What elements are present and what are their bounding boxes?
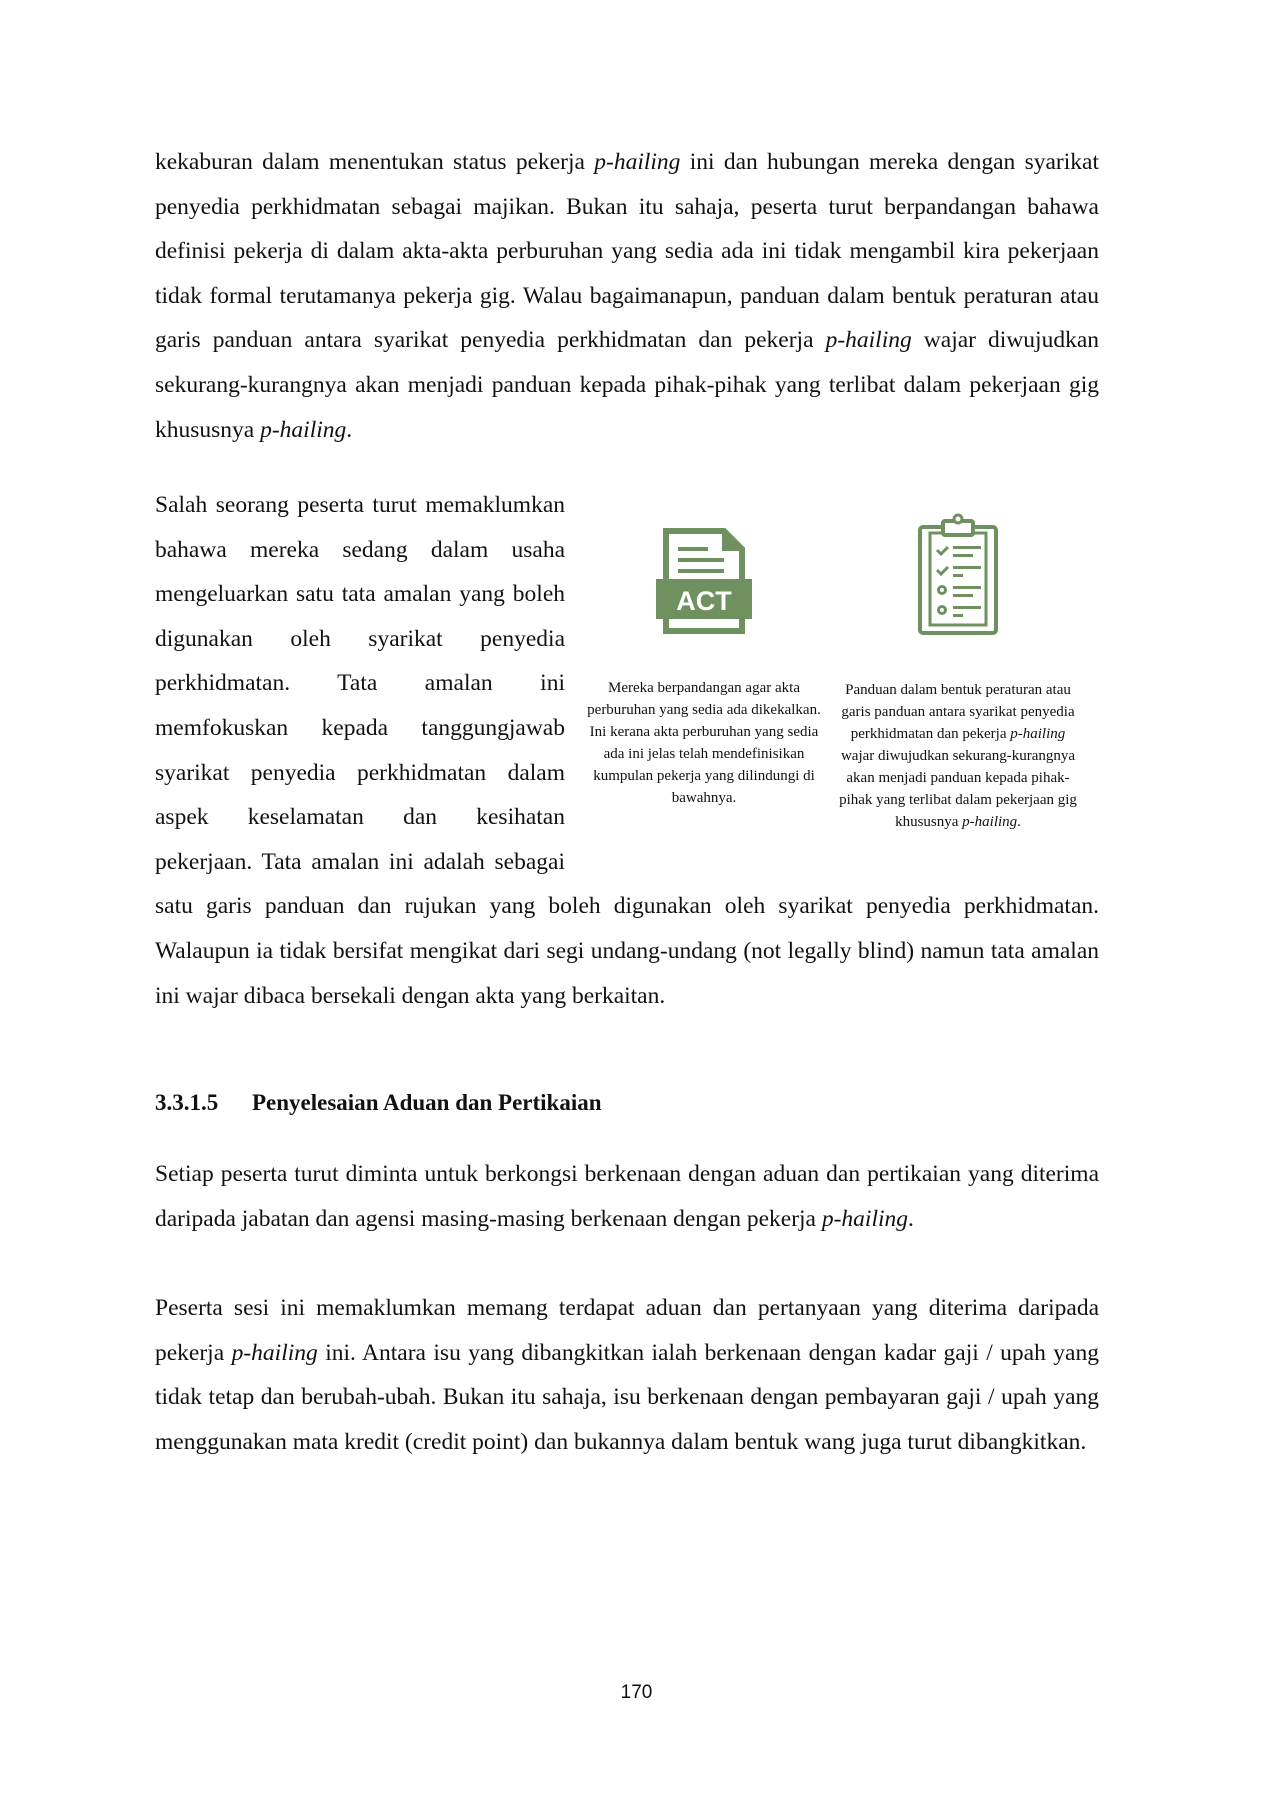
act-document-icon <box>654 527 754 637</box>
text-run: ini dan hubungan mereka dengan syarikat penyedia perkhidmatan sebagai majikan. Bukan itu sahaja, peserta turut berpandangan bahawa definisi pekerja di dalam akta-akta perburuhan yang sedia ada ini tidak mengambil kira pekerjaan tidak formal terutamanya pekerja gig. Walau bagaimanapun, panduan dalam bentuk peraturan atau garis panduan antara syarikat penyedia perkhidmatan dan pekerja <box>155 149 1099 354</box>
caption-right <box>833 679 1083 833</box>
caption-left <box>579 677 829 809</box>
text-run: . <box>1017 814 1021 830</box>
text-run: wajar diwujudkan sekurang-kurangnya akan menjadi panduan kepada pihak-pihak yang terlibat dalam pekerjaan gig khususnya <box>839 748 1077 830</box>
section-heading <box>155 1090 602 1116</box>
svg-text:ACT: ACT <box>676 586 732 616</box>
paragraph-tata-amalan <box>155 483 1099 1018</box>
clipboard-checklist-icon <box>916 513 1000 637</box>
italic-term: p-hailing <box>821 1205 909 1232</box>
italic-term: p-hailing <box>231 1339 318 1366</box>
figure-guideline-column <box>833 513 1083 833</box>
paragraph-aduan-isu <box>155 1286 1099 1464</box>
text-run: Mereka berpandangan agar akta perburuhan yang sedia ada dikekalkan. Ini kerana akta perburuhan yang sedia ada ini jelas telah mendefinisikan kumpulan pekerja yang dilindungi di bawahnya. <box>587 680 821 806</box>
text-run: . <box>346 416 353 443</box>
text-run: ini. Antara isu yang dibangkitkan ialah berkenaan dengan kadar gaji / upah yang tidak tetap dan berubah-ubah. Bukan itu sahaja, isu berkenaan dengan pembayaran gaji / upah yang menggunakan mata kredit (credit point) dan bukannya dalam bentuk wang juga turut dibangkitkan. <box>155 1339 1099 1455</box>
infographic-figure <box>579 483 1099 883</box>
paragraph-status-pekerja <box>155 140 1099 452</box>
text-run: kekaburan dalam menentukan status pekerja <box>155 149 595 175</box>
page-number: 170 <box>620 1682 653 1703</box>
italic-term: p-hailing <box>1010 726 1066 742</box>
text-run: Salah seorang peserta turut memaklumkan bahawa mereka sedang dalam usaha mengeluarkan satu tata amalan yang boleh digunakan oleh syarikat penyedia perkhidmatan. Tata amalan ini memfokuskan kepada tanggungjawab syarikat penyedia perkhidmatan dalam aspek keselamatan dan kesihatan pekerjaan. Tata amalan ini adalah sebagai satu garis panduan dan rujukan yang boleh digunakan oleh syarikat penyedia perkhidmatan. Walaupun ia tidak bersifat mengikat dari segi undang-undang (not legally blind) namun tata amalan ini wajar dibaca bersekali dengan akta yang berkaitan. <box>155 492 1099 1009</box>
italic-term: p-hailing <box>260 416 347 443</box>
text-run: Setiap peserta turut diminta untuk berkongsi berkenaan dengan aduan dan pertikaian yang diterima daripada jabatan dan agensi masing-masing berkenaan dengan pekerja <box>155 1161 1099 1232</box>
paragraph-aduan-intro <box>155 1152 1099 1241</box>
text-run: wajar diwujudkan sekurang-kurangnya akan menjadi panduan kepada pihak-pihak yang terlibat dalam pekerjaan gig khususnya <box>155 327 1099 443</box>
section-number: 3.3.1.5 <box>155 1090 219 1115</box>
italic-term: p-hailing <box>962 814 1018 830</box>
text-run: . <box>908 1205 914 1232</box>
italic-term: p-hailing <box>594 149 681 175</box>
figure-act-column <box>579 527 829 809</box>
text-run: Peserta sesi ini memaklumkan memang terdapat aduan dan pertanyaan yang diterima daripada pekerja <box>155 1295 1099 1366</box>
italic-term: p-hailing <box>825 327 912 354</box>
text-run: Panduan dalam bentuk peraturan atau garis panduan antara syarikat penyedia perkhidmatan dan pekerja <box>841 682 1075 742</box>
section-title: Penyelesaian Aduan dan Pertikaian <box>252 1090 602 1115</box>
